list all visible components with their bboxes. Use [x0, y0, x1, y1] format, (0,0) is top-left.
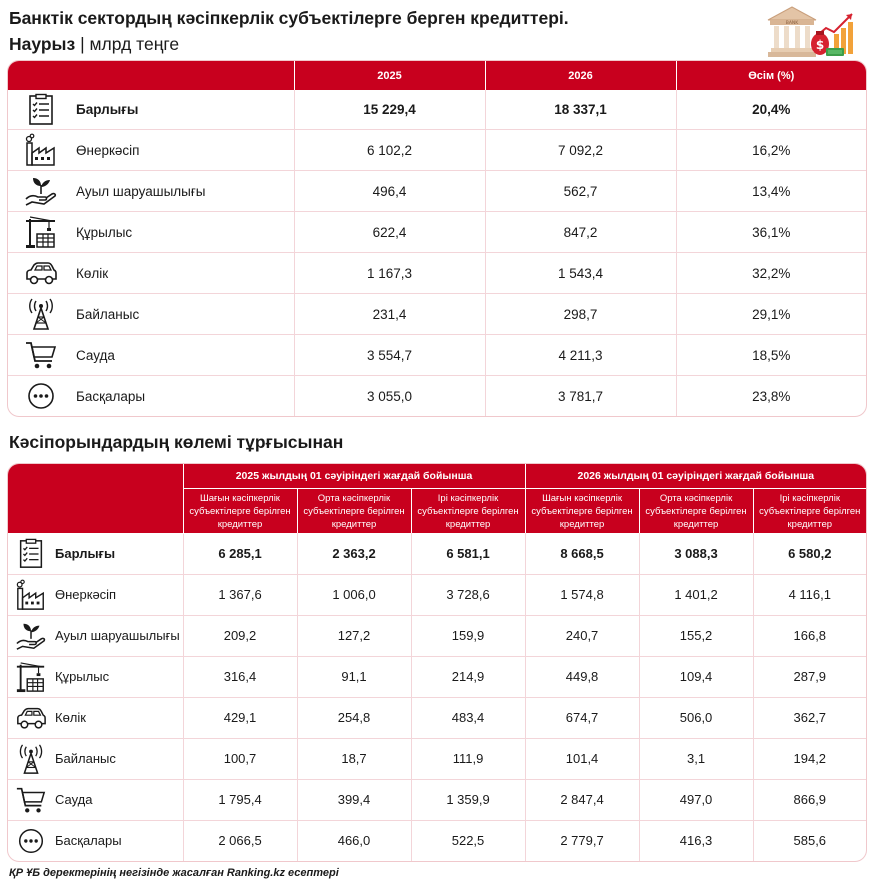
category-label: Көлік: [55, 710, 86, 725]
row-label: [8, 174, 294, 208]
value-large-2026-cell: 6 580,2: [753, 533, 866, 574]
row-label: [8, 297, 294, 331]
value-2026-cell: 847,2: [485, 212, 676, 253]
value-large-2026-cell: 194,2: [753, 738, 866, 779]
enterprise-size-table: [7, 463, 867, 862]
car-icon: [24, 256, 58, 290]
checklist-icon: [15, 538, 47, 570]
value-2026-cell: 1 543,4: [485, 253, 676, 294]
row-label: [8, 338, 294, 372]
source-footnote: ҚР ҰБ деректерінің негізінде жасалған Ranking.kz есептері: [9, 867, 339, 879]
table-row: [8, 212, 866, 253]
category-label: Ауыл шаруашылығы: [55, 628, 180, 643]
growth-cell: 36,1%: [676, 212, 866, 253]
table-row: [8, 90, 866, 130]
value-large-2025-cell: 522,5: [411, 820, 525, 861]
row-label: [8, 825, 183, 857]
table-row: [8, 335, 866, 376]
sub-header-large-2025: Ірі кәсіпкерлік субъектілерге берілген кредиттер: [411, 489, 525, 534]
table-row: [8, 820, 866, 861]
page-subtitle: [9, 34, 179, 55]
value-medium-2025-cell: 466,0: [297, 820, 411, 861]
growth-cell: 32,2%: [676, 253, 866, 294]
row-label-cell: [8, 376, 294, 417]
header-cell-corner: [8, 464, 183, 533]
value-2025-cell: 6 102,2: [294, 130, 485, 171]
row-label: [8, 620, 183, 652]
value-small-2025-cell: 316,4: [183, 656, 297, 697]
value-2025-cell: 3 055,0: [294, 376, 485, 417]
value-medium-2026-cell: 497,0: [639, 779, 753, 820]
table-row: [8, 574, 866, 615]
category-label: Байланыс: [76, 306, 140, 322]
row-label: [8, 579, 183, 611]
value-2025-cell: 3 554,7: [294, 335, 485, 376]
sub-header-medium-2025: Орта кәсіпкерлік субъектілерге берілген кредиттер: [297, 489, 411, 534]
value-medium-2025-cell: 2 363,2: [297, 533, 411, 574]
value-large-2025-cell: 159,9: [411, 615, 525, 656]
category-label: Құрылыс: [76, 224, 133, 240]
section-title: Кәсіпорындардың көлемі тұрғысынан: [9, 432, 344, 452]
antenna-tower-icon: [15, 743, 47, 775]
growth-cell: 20,4%: [676, 90, 866, 130]
value-2026-cell: 4 211,3: [485, 335, 676, 376]
logo-bank-text: BANK: [785, 21, 799, 26]
category-label: Сауда: [55, 792, 93, 807]
category-label: Басқалары: [76, 388, 146, 404]
antenna-tower-icon: [24, 297, 58, 331]
growth-cell: 29,1%: [676, 294, 866, 335]
table-row: [8, 615, 866, 656]
value-medium-2026-cell: 506,0: [639, 697, 753, 738]
header-cell-2026: 2026: [485, 61, 676, 90]
page-title: Банктік сектордың кәсіпкерлік субъектілерге берген кредиттері.: [9, 8, 569, 28]
row-label-cell: [8, 212, 294, 253]
table-row: [8, 779, 866, 820]
value-small-2026-cell: 1 574,8: [525, 574, 639, 615]
row-label-cell: [8, 779, 183, 820]
row-label: [8, 215, 294, 249]
row-label-cell: [8, 171, 294, 212]
row-label: [8, 133, 294, 167]
row-label: [8, 379, 294, 413]
row-label-cell: [8, 294, 294, 335]
value-2025-cell: 496,4: [294, 171, 485, 212]
value-large-2025-cell: 214,9: [411, 656, 525, 697]
table-row: [8, 376, 866, 417]
sub-header-medium-2026: Орта кәсіпкерлік субъектілерге берілген кредиттер: [639, 489, 753, 534]
checklist-icon: [24, 93, 58, 127]
row-label: [8, 784, 183, 816]
value-large-2025-cell: 483,4: [411, 697, 525, 738]
header-cell-category: [8, 61, 294, 90]
category-label: Сауда: [76, 347, 115, 363]
value-medium-2026-cell: 3,1: [639, 738, 753, 779]
credits-table: [7, 60, 867, 417]
value-small-2026-cell: 8 668,5: [525, 533, 639, 574]
row-label: [8, 538, 183, 570]
value-2025-cell: 231,4: [294, 294, 485, 335]
value-small-2026-cell: 2 847,4: [525, 779, 639, 820]
subtitle-separator: |: [75, 34, 90, 54]
value-large-2025-cell: 6 581,1: [411, 533, 525, 574]
value-small-2025-cell: 6 285,1: [183, 533, 297, 574]
table-row: [8, 171, 866, 212]
value-2025-cell: 15 229,4: [294, 90, 485, 130]
value-small-2026-cell: 2 779,7: [525, 820, 639, 861]
value-2026-cell: 7 092,2: [485, 130, 676, 171]
row-label-cell: [8, 615, 183, 656]
row-label-cell: [8, 130, 294, 171]
category-label: Өнеркәсіп: [55, 587, 117, 602]
value-medium-2025-cell: 254,8: [297, 697, 411, 738]
row-label-cell: [8, 656, 183, 697]
value-small-2026-cell: 674,7: [525, 697, 639, 738]
value-medium-2025-cell: 18,7: [297, 738, 411, 779]
unit-label: млрд теңге: [89, 34, 180, 54]
category-label: Көлік: [76, 265, 109, 281]
row-label-cell: [8, 90, 294, 130]
value-medium-2025-cell: 91,1: [297, 656, 411, 697]
row-label: [8, 702, 183, 734]
category-label: Басқалары: [55, 833, 122, 848]
row-label-cell: [8, 820, 183, 861]
group-header-2025: 2025 жылдың 01 сәуіріндегі жағдай бойынша: [183, 464, 525, 489]
more-dots-icon: [15, 825, 47, 857]
value-small-2025-cell: 1 795,4: [183, 779, 297, 820]
month-label: Наурыз: [9, 34, 76, 54]
table-row: [8, 294, 866, 335]
crane-icon: [24, 215, 58, 249]
category-label: Барлығы: [76, 102, 139, 117]
svg-text:$: $: [815, 38, 825, 52]
value-large-2026-cell: 866,9: [753, 779, 866, 820]
crane-icon: [15, 661, 47, 693]
row-label: [8, 661, 183, 693]
category-label: Құрылыс: [55, 669, 110, 684]
value-medium-2026-cell: 1 401,2: [639, 574, 753, 615]
growth-cell: 13,4%: [676, 171, 866, 212]
plant-hand-icon: [15, 620, 47, 652]
table-header-row: [8, 61, 866, 90]
value-medium-2026-cell: 416,3: [639, 820, 753, 861]
value-large-2026-cell: 4 116,1: [753, 574, 866, 615]
value-2026-cell: 18 337,1: [485, 90, 676, 130]
value-medium-2026-cell: 3 088,3: [639, 533, 753, 574]
row-label: [8, 93, 294, 127]
value-small-2026-cell: 449,8: [525, 656, 639, 697]
growth-cell: 16,2%: [676, 130, 866, 171]
value-small-2025-cell: 100,7: [183, 738, 297, 779]
value-2026-cell: 298,7: [485, 294, 676, 335]
header-cell-2025: 2025: [294, 61, 485, 90]
factory-icon: [24, 133, 58, 167]
bank-money-growth-icon: [764, 4, 860, 60]
growth-cell: 23,8%: [676, 376, 866, 417]
value-medium-2026-cell: 109,4: [639, 656, 753, 697]
row-label-cell: [8, 253, 294, 294]
shopping-cart-icon: [15, 784, 47, 816]
shopping-cart-icon: [24, 338, 58, 372]
row-label: [8, 256, 294, 290]
value-medium-2025-cell: 1 006,0: [297, 574, 411, 615]
value-large-2026-cell: 287,9: [753, 656, 866, 697]
category-label: Байланыс: [55, 751, 116, 766]
table-group-header-row: [8, 464, 866, 489]
row-label-cell: [8, 335, 294, 376]
category-label: Өнеркәсіп: [76, 142, 140, 158]
category-label: Барлығы: [55, 546, 116, 561]
table-row: [8, 253, 866, 294]
value-medium-2026-cell: 155,2: [639, 615, 753, 656]
value-medium-2025-cell: 127,2: [297, 615, 411, 656]
value-small-2026-cell: 101,4: [525, 738, 639, 779]
sub-header-small-2026: Шағын кәсіпкерлік субъектілерге берілген кредиттер: [525, 489, 639, 534]
table-row: [8, 130, 866, 171]
row-label-cell: [8, 738, 183, 779]
car-icon: [15, 702, 47, 734]
group-header-2026: 2026 жылдың 01 сәуіріндегі жағдай бойынша: [525, 464, 866, 489]
category-label: Ауыл шаруашылығы: [76, 183, 206, 199]
value-large-2025-cell: 3 728,6: [411, 574, 525, 615]
value-small-2025-cell: 209,2: [183, 615, 297, 656]
value-small-2025-cell: 2 066,5: [183, 820, 297, 861]
factory-icon: [15, 579, 47, 611]
value-2026-cell: 562,7: [485, 171, 676, 212]
row-label: [8, 743, 183, 775]
plant-hand-icon: [24, 174, 58, 208]
value-2025-cell: 1 167,3: [294, 253, 485, 294]
row-label-cell: [8, 574, 183, 615]
header-cell-growth: Өсім (%): [676, 61, 866, 90]
value-large-2025-cell: 111,9: [411, 738, 525, 779]
value-small-2025-cell: 429,1: [183, 697, 297, 738]
value-small-2025-cell: 1 367,6: [183, 574, 297, 615]
value-small-2026-cell: 240,7: [525, 615, 639, 656]
value-large-2025-cell: 1 359,9: [411, 779, 525, 820]
value-large-2026-cell: 362,7: [753, 697, 866, 738]
table-row: [8, 697, 866, 738]
sub-header-large-2026: Ірі кәсіпкерлік субъектілерге берілген кредиттер: [753, 489, 866, 534]
table-row: [8, 533, 866, 574]
value-2026-cell: 3 781,7: [485, 376, 676, 417]
value-large-2026-cell: 585,6: [753, 820, 866, 861]
table-row: [8, 738, 866, 779]
value-large-2026-cell: 166,8: [753, 615, 866, 656]
value-medium-2025-cell: 399,4: [297, 779, 411, 820]
table-row: [8, 656, 866, 697]
growth-cell: 18,5%: [676, 335, 866, 376]
more-dots-icon: [24, 379, 58, 413]
row-label-cell: [8, 533, 183, 574]
value-2025-cell: 622,4: [294, 212, 485, 253]
sub-header-small-2025: Шағын кәсіпкерлік субъектілерге берілген кредиттер: [183, 489, 297, 534]
row-label-cell: [8, 697, 183, 738]
